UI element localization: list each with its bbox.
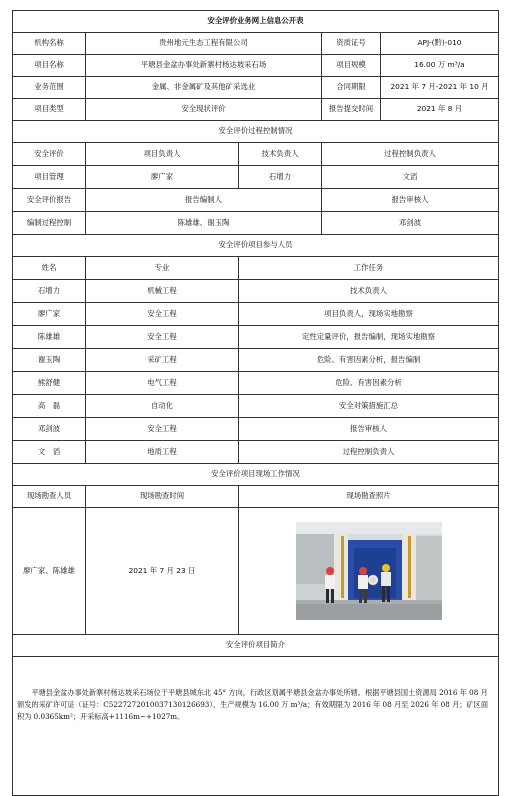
process-cell: 安全评价 <box>13 143 86 166</box>
table-row <box>13 280 499 303</box>
staff-name: 廖广家 <box>13 303 86 326</box>
project-label: 项目名称 <box>13 55 86 77</box>
site-photo <box>296 522 442 620</box>
table-row <box>13 349 499 372</box>
site-photo-image <box>296 522 442 620</box>
scale-label: 项目规模 <box>322 55 381 77</box>
intro-section-title: 安全评价项目简介 <box>13 635 499 657</box>
staff-major: 安全工程 <box>86 418 239 441</box>
process-cell: 陈雄雄、谢玉陶 <box>86 212 322 235</box>
scale-value: 16.00 万 m³/a <box>381 55 499 77</box>
staff-major: 安全工程 <box>86 326 239 349</box>
process-section-title: 安全评价过程控制情况 <box>13 121 499 143</box>
contract-label: 合同期限 <box>322 77 381 99</box>
staff-task: 危险、有害因素分析 <box>239 372 499 395</box>
staff-name: 邓剑波 <box>13 418 86 441</box>
scope-value: 金属、非金属矿及其他矿采选业 <box>86 77 322 99</box>
process-cell: 报告审核人 <box>322 189 499 212</box>
staff-task: 项目负责人，现场实地勘察 <box>239 303 499 326</box>
staff-major: 自动化 <box>86 395 239 418</box>
site-header-photo: 现场勘查照片 <box>239 486 499 508</box>
site-section-title: 安全评价项目现场工作情况 <box>13 464 499 486</box>
staff-name: 熊舒健 <box>13 372 86 395</box>
contract-value: 2021 年 7 月-2021 年 10 月 <box>381 77 499 99</box>
disclosure-table <box>12 10 499 796</box>
process-cell: 项目负责人 <box>86 143 239 166</box>
form-title: 安全评价业务网上信息公开表 <box>13 11 499 33</box>
report-date-value: 2021 年 8 月 <box>381 99 499 121</box>
intro-text: 平塘县金盆办事处新寨村杨达坡采石场位于平塘县城东北 45° 方向，行政区划属平塘县金盆办事处所辖。根据平塘县国土资源局 2016 年 08 月颁发的采矿许可证（证号：C5227272010037130126693），生产规模为 16.00 万 m³/a；有效期限为 2016 年 08 月至 2026 年 08 月；矿区面积为 0.0365km²；开采标高+1116m~+1027m。 <box>17 688 489 721</box>
staff-header-major: 专业 <box>86 257 239 280</box>
process-cell: 邓剑波 <box>322 212 499 235</box>
table-row <box>13 441 499 464</box>
type-value: 安全现状评价 <box>86 99 322 121</box>
org-value: 贵州地元生态工程有限公司 <box>86 33 322 55</box>
staff-task: 过程控制负责人 <box>239 441 499 464</box>
staff-section-title: 安全评价项目参与人员 <box>13 235 499 257</box>
process-cell: 石增力 <box>239 166 322 189</box>
org-label: 机构名称 <box>13 33 86 55</box>
staff-name: 石增力 <box>13 280 86 303</box>
site-header-people: 现场勘查人员 <box>13 486 86 508</box>
process-cell: 项目管理 <box>13 166 86 189</box>
cert-value: APJ-(黔)-010 <box>381 33 499 55</box>
staff-name: 谢玉陶 <box>13 349 86 372</box>
site-people: 廖广家、陈雄雄 <box>13 508 86 635</box>
process-cell: 文滔 <box>322 166 499 189</box>
process-cell: 报告编制人 <box>86 189 322 212</box>
staff-header-name: 姓名 <box>13 257 86 280</box>
project-value: 平塘县金盆办事处新寨村杨达坡采石场 <box>86 55 322 77</box>
staff-task: 定性定量评价，报告编制，现场实地勘察 <box>239 326 499 349</box>
scope-label: 业务范围 <box>13 77 86 99</box>
table-row <box>13 395 499 418</box>
intro-cell <box>13 657 499 796</box>
process-cell: 技术负责人 <box>239 143 322 166</box>
staff-name: 陈雄雄 <box>13 326 86 349</box>
staff-name: 高 磊 <box>13 395 86 418</box>
staff-major: 地质工程 <box>86 441 239 464</box>
staff-task: 报告审核人 <box>239 418 499 441</box>
staff-header-task: 工作任务 <box>239 257 499 280</box>
staff-task: 技术负责人 <box>239 280 499 303</box>
table-row <box>13 303 499 326</box>
staff-major: 采矿工程 <box>86 349 239 372</box>
site-photo-cell <box>239 508 499 635</box>
table-row <box>13 372 499 395</box>
process-cell: 安全评价报告 <box>13 189 86 212</box>
process-cell: 廖广家 <box>86 166 239 189</box>
process-cell: 过程控制负责人 <box>322 143 499 166</box>
table-row <box>13 326 499 349</box>
staff-major: 电气工程 <box>86 372 239 395</box>
report-date-label: 报告提交时间 <box>322 99 381 121</box>
process-cell: 编制过程控制 <box>13 212 86 235</box>
staff-task: 安全对策措施汇总 <box>239 395 499 418</box>
site-date: 2021 年 7 月 23 日 <box>86 508 239 635</box>
table-row <box>13 418 499 441</box>
cert-label: 资质证号 <box>322 33 381 55</box>
type-label: 项目类型 <box>13 99 86 121</box>
staff-major: 安全工程 <box>86 303 239 326</box>
staff-major: 机械工程 <box>86 280 239 303</box>
site-header-date: 现场勘查时间 <box>86 486 239 508</box>
disclosure-form <box>12 10 498 796</box>
staff-task: 危险、有害因素分析，报告编制 <box>239 349 499 372</box>
staff-name: 文 滔 <box>13 441 86 464</box>
